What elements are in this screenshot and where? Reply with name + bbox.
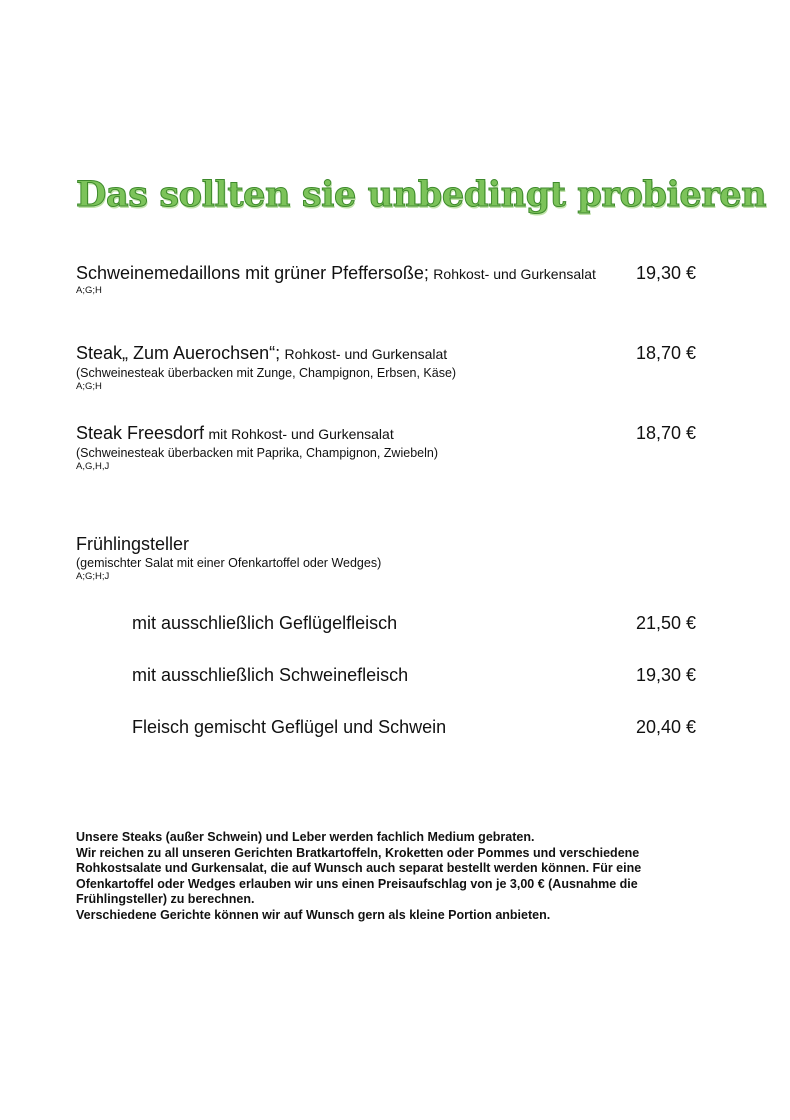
dish-allergens: A;G;H — [76, 285, 102, 296]
option-schwein — [132, 665, 696, 686]
option-price: 21,50 € — [635, 613, 696, 633]
dish-description: (Schweinesteak überbacken mit Zunge, Champignon, Erbsen, Käse) — [76, 366, 457, 380]
note-steaks: Unsere Steaks (außer Schwein) und Leber werden fachlich Medium gebraten. — [76, 830, 535, 844]
menu-heading: Das sollten sie unbedingt probieren — [76, 174, 767, 215]
dish-allergens: A;G;H — [76, 381, 102, 392]
option-label: mit ausschließlich Schweinefleisch — [132, 665, 409, 685]
option-label: mit ausschließlich Geflügelfleisch — [132, 613, 398, 633]
menu-item-fruehlingsteller — [76, 534, 696, 582]
dish-side: Rohkost- und Gurkensalat — [433, 266, 596, 282]
dish-name: Steak„ Zum Auerochsen“; — [76, 343, 281, 363]
dish-price: 19,30 € — [635, 263, 696, 283]
menu-item-schweinemedaillons — [76, 263, 696, 296]
dish-side: mit Rohkost- und Gurkensalat — [208, 426, 394, 442]
dish-description: (Schweinesteak überbacken mit Paprika, Champignon, Zwiebeln) — [76, 446, 438, 460]
note-sides: Wir reichen zu all unseren Gerichten Bratkartoffeln, Kroketten oder Pommes und verschiedene Rohkostsalate und Gurkensalat, die auf Wunsch auch separat bestellt werden können. Für eine Ofenkartoffel oder Wedges erlauben wir uns einen Preisaufschlag von je 3,00 € (Ausnahme die Frühlingsteller) zu berechnen. — [76, 845, 642, 906]
menu-item-steak-auerochsen — [76, 343, 696, 392]
dish-name: Schweinemedaillons mit grüner Pfeffersoße; — [76, 263, 429, 283]
menu-notes — [76, 830, 706, 923]
option-price: 20,40 € — [635, 717, 696, 737]
dish-description: (gemischter Salat mit einer Ofenkartoffel oder Wedges) — [76, 556, 382, 570]
note-small-portion: Verschiedene Gerichte können wir auf Wunsch gern als kleine Portion anbieten. — [76, 907, 551, 922]
option-gemischt — [132, 717, 696, 738]
dish-allergens: A;G;H;J — [76, 571, 110, 582]
option-gefluegel — [132, 613, 696, 634]
dish-allergens: A,G,H,J — [76, 461, 110, 472]
option-label: Fleisch gemischt Geflügel und Schwein — [132, 717, 447, 737]
dish-price: 18,70 € — [635, 343, 696, 363]
menu-item-steak-freesdorf — [76, 423, 696, 472]
dish-price: 18,70 € — [635, 423, 696, 443]
dish-name: Frühlingsteller — [76, 534, 190, 554]
dish-side: Rohkost- und Gurkensalat — [284, 346, 448, 362]
dish-name: Steak Freesdorf — [76, 423, 205, 443]
option-price: 19,30 € — [635, 665, 696, 685]
